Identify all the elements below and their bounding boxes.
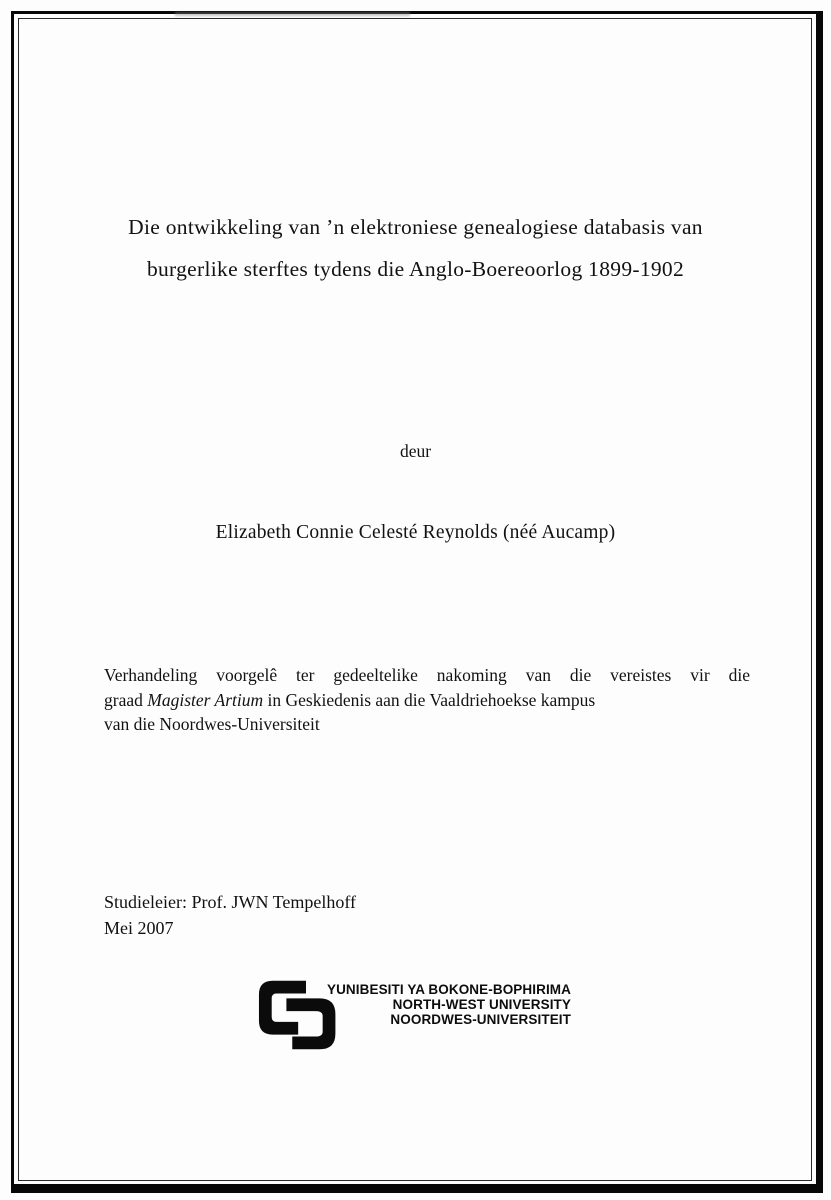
submission-statement — [104, 663, 750, 737]
submission-line1: Verhandeling voorgelê ter gedeeltelike nakoming van die vereistes vir die — [104, 665, 750, 685]
date-line: Mei 2007 — [104, 917, 174, 938]
scan-artifact — [175, 12, 410, 16]
supervisor-and-date — [104, 890, 356, 941]
logo-text-afrikaans: NOORDWES-UNIVERSITEIT — [390, 1012, 571, 1027]
logo-text-english: NORTH-WEST UNIVERSITY — [392, 997, 571, 1012]
submission-line2-pre: graad — [104, 689, 148, 710]
degree-name: Magister Artium — [147, 689, 264, 710]
submission-line2-post: in Geskiedenis aan die Vaaldriehoekse kampus — [263, 689, 596, 710]
submission-line2 — [104, 688, 750, 713]
submission-line3: van die Noordwes-Universiteit — [104, 714, 320, 734]
logo-text-setswana: YUNIBESITI YA BOKONE-BOPHIRIMA — [326, 982, 571, 997]
supervisor-line: Studieleier: Prof. JWN Tempelhoff — [104, 892, 357, 912]
byline-label: deur — [399, 441, 432, 461]
thesis-title-line2: burgerlike sterftes tydens die Anglo-Boereoorlog 1899-1902 — [146, 257, 685, 281]
thesis-title — [55, 206, 776, 290]
university-logo-wordmark — [327, 982, 571, 1027]
author-name: Elizabeth Connie Celesté Reynolds (néé Aucamp) — [215, 522, 616, 543]
thesis-title-line1: Die ontwikkeling van ’n elektroniese genealogiese databasis van — [128, 215, 703, 239]
